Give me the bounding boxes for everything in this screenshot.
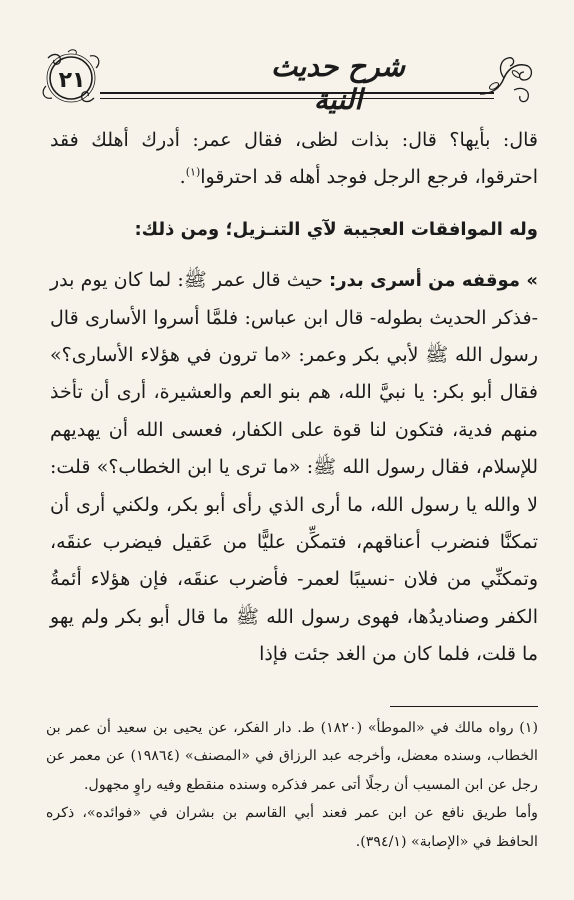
floral-ornament-icon [478,50,538,106]
footnote-separator [390,706,538,707]
section-heading: وله الموافقات العجيبة لآي التنـزيل؛ ومن ذلك: [134,218,538,240]
paragraph-text: حيث قال عمر ﷺ: لما كان يوم بدر -فذكر الحديث بطوله- قال ابن عباس: فلمَّا أسروا الأسارى قال رسول الله ﷺ لأبي بكر وعمر: «ما ترون في هؤلاء الأسارى؟» فقال أبو بكر: يا نبيَّ الله، هم بنو العم والعشيرة، أرى أن تأخذ منهم فدية، فتكون لنا قوة على الكفار، فعسى الله أن يهديهم للإسلام، فقال رسول الله ﷺ: «ما ترى يا ابن الخطاب؟» قلت: لا والله يا رسول الله، ما أرى الذي رأى أبو بكر، ولكني أرى أن تمكنَّا فنضرب أعناقهم، فتمكِّن عليًّا من عَقيل فيضرب عنقَه، وتمكنِّي من فلان -نسيبًا لعمر- فأضرب عنقَه، فإن هؤلاء أئمةُ الكفر وصناديدُها، فهوى رسول الله ﷺ ما قال أبو بكر ولم يهو ما قلت، فلما كان من الغد جئت فإذا [50,269,538,666]
footnote-ref: (١) [185,166,201,180]
paragraph [50,262,538,673]
footnotes [46,714,538,856]
main-text [50,122,538,674]
paragraph-lead: » موقفه من أسرى بدر: [329,270,538,292]
paragraph-text: قال: بأيها؟ قال: بذات لظى، فقال عمر: أدرك أهلك فقد احترقوا، فرجع الرجل فوجد أهله قد احترقوا [50,129,538,189]
footnote: (١) رواه مالك في «الموطأ» (١٨٢٠) ط. دار الفكر، عن يحيى بن سعيد أن عمر بن الخطاب، وسنده معضل، وأخرجه عبد الرزاق في «المصنف» (١٩٨٦٤) عن معمر عن رجل عن ابن المسيب أن رجلًا أتى عمر فذكره وسنده منقطع وفيه راوٍ مجهول. [46,720,538,793]
paragraph [50,122,538,197]
page-header [38,44,538,114]
page-number: ٢١ [58,68,86,93]
running-title: شرح حديث النية [270,50,406,116]
paragraph-end: . [179,166,186,189]
footnote: وأما طريق نافع عن ابن عمر فعند أبي القاسم بن بشران في «فوائده»، ذكره الحافظ في «الإصابة» (٣٩٤/١). [46,805,538,850]
